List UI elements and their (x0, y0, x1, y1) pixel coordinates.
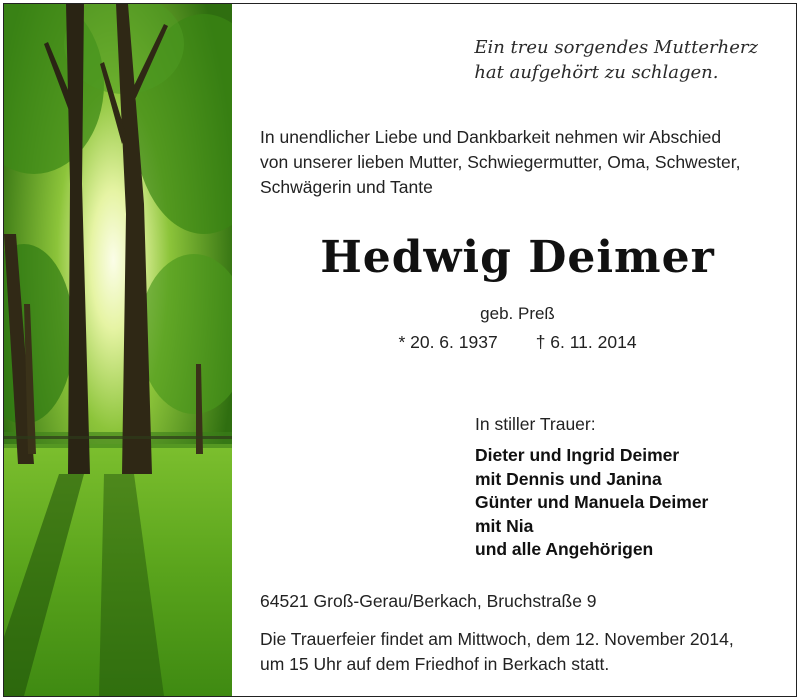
obituary-text (254, 4, 784, 696)
obituary-card (3, 3, 797, 697)
funeral-line-2: um 15 Uhr auf dem Friedhof in Berkach statt. (260, 654, 610, 674)
motto (474, 35, 758, 85)
mourner-line: und alle Angehörigen (475, 539, 654, 559)
intro-line-3: Schwägerin und Tante (260, 177, 433, 197)
birth-name: geb. Preß (480, 304, 555, 323)
deceased-name: Hedwig Deimer (320, 232, 715, 283)
death-date: † 6. 11. 2014 (535, 332, 637, 352)
mourner-line: mit Dennis und Janina (475, 468, 662, 489)
park-trees-image (4, 4, 232, 696)
intro-line-2: von unserer lieben Mutter, Schwiegermutter, Oma, Schwester, (260, 152, 741, 172)
intro-line-1: In unendlicher Liebe und Dankbarkeit nehmen wir Abschied (260, 127, 722, 147)
funeral-line-1: Die Trauerfeier findet am Mittwoch, dem 12. November 2014, (260, 629, 734, 649)
motto-line-1: Ein treu sorgendes Mutterherz (474, 37, 758, 58)
intro-text (260, 125, 780, 200)
motto-line-2: hat aufgehört zu schlagen. (474, 62, 719, 83)
address: 64521 Groß-Gerau/Berkach, Bruchstraße 9 (260, 591, 597, 611)
birth-date: * 20. 6. 1937 (398, 332, 498, 352)
mourner-line: Dieter und Ingrid Deimer (475, 445, 680, 465)
mourning-label: In stiller Trauer: (475, 414, 596, 434)
mourner-list (475, 444, 708, 562)
funeral-notice (260, 627, 734, 677)
life-dates (260, 332, 775, 353)
mourner-line: Günter und Manuela Deimer (475, 492, 709, 512)
mourner-line: mit Nia (475, 515, 534, 536)
